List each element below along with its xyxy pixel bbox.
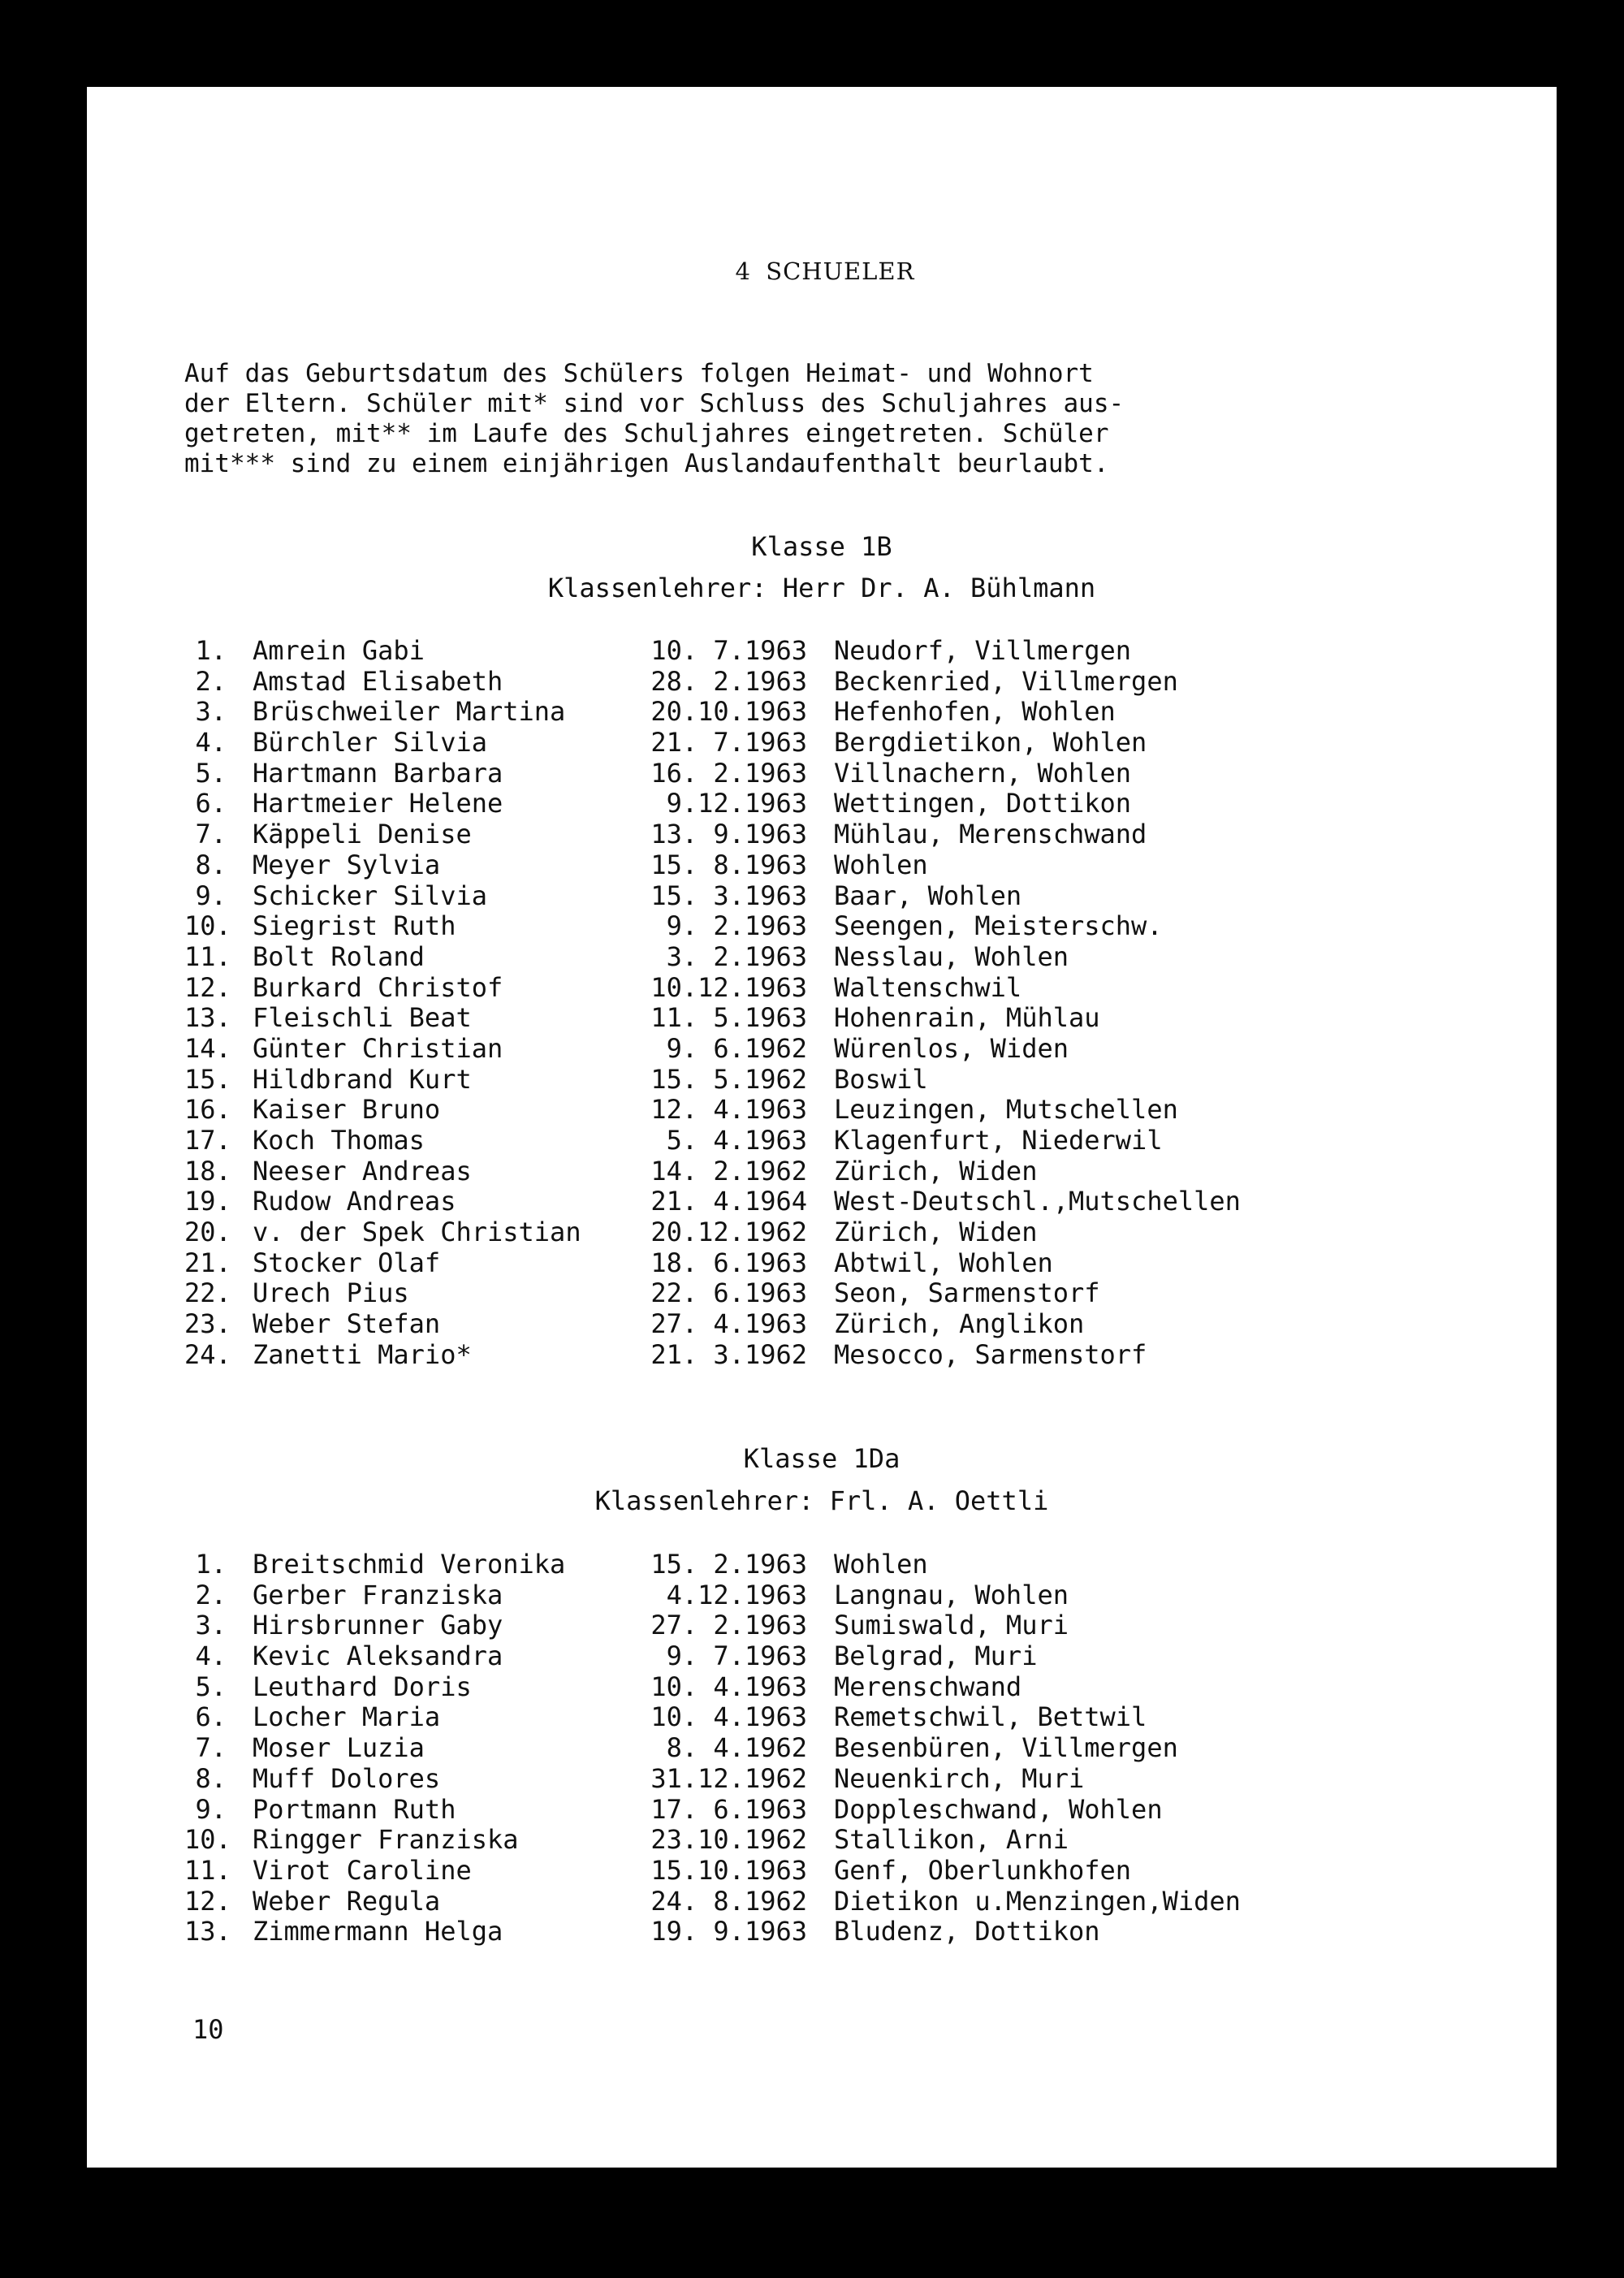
student-number: 2. [195, 665, 227, 697]
student-name: Brüschweiler Martina [253, 696, 566, 728]
student-origin-residence: Mesocco, Sarmenstorf [834, 1338, 1147, 1370]
student-number: 2. [195, 1579, 227, 1610]
student-number: 16. [184, 1094, 231, 1126]
student-birthdate: 12. 4.1963 [650, 1094, 807, 1126]
student-row [184, 1886, 1484, 1917]
student-number: 7. [195, 1732, 227, 1764]
student-origin-residence: Zürich, Anglikon [834, 1308, 1085, 1340]
class-teacher-1da: Klassenlehrer: Frl. A. Oettli [594, 1485, 1049, 1516]
student-row [184, 972, 1484, 1003]
student-birthdate: 21. 3.1962 [650, 1338, 807, 1370]
student-name: Neeser Andreas [253, 1155, 472, 1187]
student-origin-residence: Würenlos, Widen [834, 1032, 1069, 1064]
student-origin-residence: Beckenried, Villmergen [834, 665, 1178, 697]
student-number: 4. [195, 727, 227, 759]
student-row [184, 635, 1484, 666]
student-birthdate: 9. 6.1962 [666, 1032, 807, 1064]
student-number: 3. [195, 696, 227, 728]
student-birthdate: 9. 2.1963 [666, 910, 807, 942]
student-origin-residence: Dietikon u.Menzingen,Widen [834, 1885, 1241, 1917]
student-number: 13. [184, 1916, 231, 1947]
student-row [184, 1824, 1484, 1855]
student-row [184, 727, 1484, 758]
student-origin-residence: Neuenkirch, Muri [834, 1762, 1085, 1794]
student-origin-residence: Stallikon, Arni [834, 1824, 1069, 1856]
student-birthdate: 15. 3.1963 [650, 880, 807, 911]
student-row [184, 1156, 1484, 1187]
student-row [184, 1125, 1484, 1156]
student-number: 12. [184, 971, 231, 1003]
student-origin-residence: West-Deutschl.,Mutschellen [834, 1186, 1241, 1217]
student-number: 9. [195, 880, 227, 911]
student-origin-residence: Bergdietikon, Wohlen [834, 727, 1147, 759]
student-origin-residence: Belgrad, Muri [834, 1640, 1038, 1672]
student-birthdate: 21. 7.1963 [650, 727, 807, 759]
student-number: 20. [184, 1217, 231, 1248]
student-birthdate: 27. 4.1963 [650, 1308, 807, 1340]
student-birthdate: 16. 2.1963 [650, 757, 807, 789]
student-number: 6. [195, 788, 227, 819]
student-row [184, 1640, 1484, 1671]
student-number: 8. [195, 849, 227, 880]
student-birthdate: 5. 4.1963 [666, 1125, 807, 1156]
student-name: Zimmermann Helga [253, 1916, 503, 1947]
student-name: Meyer Sylvia [253, 849, 441, 880]
student-birthdate: 22. 6.1963 [650, 1277, 807, 1309]
student-birthdate: 18. 6.1963 [650, 1247, 807, 1278]
student-row [184, 1732, 1484, 1763]
student-origin-residence: Besenbüren, Villmergen [834, 1732, 1178, 1764]
student-birthdate: 8. 4.1962 [666, 1732, 807, 1764]
student-origin-residence: Leuzingen, Mutschellen [834, 1094, 1178, 1126]
student-origin-residence: Wohlen [834, 849, 928, 880]
student-birthdate: 31.12.1962 [650, 1762, 807, 1794]
student-origin-residence: Seengen, Meisterschw. [834, 910, 1163, 942]
student-name: Weber Stefan [253, 1308, 441, 1340]
student-row [184, 1580, 1484, 1610]
student-row [184, 1549, 1484, 1580]
student-birthdate: 9.12.1963 [666, 788, 807, 819]
student-origin-residence: Genf, Oberlunkhofen [834, 1854, 1132, 1886]
student-birthdate: 11. 5.1963 [650, 1002, 807, 1034]
student-origin-residence: Wohlen [834, 1549, 928, 1580]
student-row [184, 1186, 1484, 1217]
student-number: 18. [184, 1155, 231, 1187]
student-number: 19. [184, 1186, 231, 1217]
student-name: Koch Thomas [253, 1125, 425, 1156]
student-row [184, 758, 1484, 789]
student-number: 11. [184, 1854, 231, 1886]
student-name: Stocker Olaf [253, 1247, 441, 1278]
student-birthdate: 10.12.1963 [650, 971, 807, 1003]
student-name: Hartmeier Helene [253, 788, 503, 819]
student-name: Amrein Gabi [253, 635, 425, 666]
student-origin-residence: Langnau, Wohlen [834, 1579, 1069, 1610]
student-name: Breitschmid Veronika [253, 1549, 566, 1580]
student-name: Rudow Andreas [253, 1186, 456, 1217]
student-number: 14. [184, 1032, 231, 1064]
student-row [184, 1277, 1484, 1308]
student-row [184, 849, 1484, 880]
student-number: 6. [195, 1701, 227, 1733]
student-name: Ringger Franziska [253, 1824, 519, 1856]
page-number: 10 [192, 2014, 224, 2045]
student-birthdate: 13. 9.1963 [650, 819, 807, 850]
student-row [184, 696, 1484, 727]
student-origin-residence: Merenschwand [834, 1671, 1022, 1702]
student-number: 1. [195, 635, 227, 666]
intro-line: der Eltern. Schüler mit* sind vor Schluss des Schuljahres aus- [184, 389, 1125, 418]
student-origin-residence: Neudorf, Villmergen [834, 635, 1132, 666]
student-name: Urech Pius [253, 1277, 409, 1309]
student-row [184, 910, 1484, 941]
student-birthdate: 28. 2.1963 [650, 665, 807, 697]
student-name: Portmann Ruth [253, 1793, 456, 1825]
student-number: 12. [184, 1885, 231, 1917]
student-number: 15. [184, 1063, 231, 1095]
student-origin-residence: Baar, Wohlen [834, 880, 1022, 911]
student-origin-residence: Wettingen, Dottikon [834, 788, 1132, 819]
student-name: Schicker Silvia [253, 880, 487, 911]
student-origin-residence: Zürich, Widen [834, 1217, 1038, 1248]
document-page [87, 87, 1557, 2168]
student-birthdate: 10. 4.1963 [650, 1701, 807, 1733]
student-origin-residence: Mühlau, Merenschwand [834, 819, 1147, 850]
intro-paragraph [184, 359, 1402, 479]
student-birthdate: 19. 9.1963 [650, 1916, 807, 1947]
student-number: 10. [184, 910, 231, 942]
student-name: Locher Maria [253, 1701, 441, 1733]
intro-line: getreten, mit** im Laufe des Schuljahres eingetreten. Schüler [184, 419, 1109, 448]
student-origin-residence: Hefenhofen, Wohlen [834, 696, 1116, 728]
student-origin-residence: Villnachern, Wohlen [834, 757, 1132, 789]
student-name: Gerber Franziska [253, 1579, 503, 1610]
student-number: 8. [195, 1762, 227, 1794]
student-number: 5. [195, 757, 227, 789]
student-number: 21. [184, 1247, 231, 1278]
student-birthdate: 20.12.1962 [650, 1217, 807, 1248]
student-name: Moser Luzia [253, 1732, 425, 1764]
student-row [184, 819, 1484, 849]
student-row [184, 1339, 1484, 1370]
student-name: Hildbrand Kurt [253, 1063, 472, 1095]
student-row [184, 1794, 1484, 1825]
student-row [184, 1247, 1484, 1278]
student-number: 17. [184, 1125, 231, 1156]
student-origin-residence: Zürich, Widen [834, 1155, 1038, 1187]
section-title [87, 257, 1557, 285]
student-birthdate: 21. 4.1964 [650, 1186, 807, 1217]
student-list-1b [184, 635, 1484, 1370]
student-birthdate: 27. 2.1963 [650, 1610, 807, 1641]
student-name: Hartmann Barbara [253, 757, 503, 789]
student-row [184, 1002, 1484, 1033]
student-name: Bolt Roland [253, 940, 425, 972]
student-birthdate: 4.12.1963 [666, 1579, 807, 1610]
student-birthdate: 10. 7.1963 [650, 635, 807, 666]
student-number: 22. [184, 1277, 231, 1309]
student-row [184, 1033, 1484, 1064]
class-heading-1da: Klasse 1Da [743, 1443, 901, 1474]
student-row [184, 1855, 1484, 1886]
student-row [184, 880, 1484, 911]
student-name: Leuthard Doris [253, 1671, 472, 1702]
student-origin-residence: Boswil [834, 1063, 928, 1095]
student-row [184, 788, 1484, 819]
student-row [184, 1610, 1484, 1640]
student-row [184, 1308, 1484, 1339]
student-birthdate: 20.10.1963 [650, 696, 807, 728]
student-row [184, 1916, 1484, 1947]
student-name: Käppeli Denise [253, 819, 472, 850]
student-birthdate: 3. 2.1963 [666, 940, 807, 972]
student-row [184, 666, 1484, 697]
class-teacher-1b: Klassenlehrer: Herr Dr. A. Bühlmann [547, 573, 1096, 603]
student-name: Bürchler Silvia [253, 727, 487, 759]
student-number: 1. [195, 1549, 227, 1580]
student-origin-residence: Klagenfurt, Niederwil [834, 1125, 1163, 1156]
student-row [184, 1064, 1484, 1095]
student-name: Weber Regula [253, 1885, 441, 1917]
student-row [184, 1217, 1484, 1247]
student-row [184, 941, 1484, 972]
student-origin-residence: Sumiswald, Muri [834, 1610, 1069, 1641]
section-number: 4 [735, 257, 751, 285]
student-origin-residence: Seon, Sarmenstorf [834, 1277, 1100, 1309]
student-birthdate: 24. 8.1962 [650, 1885, 807, 1917]
student-birthdate: 9. 7.1963 [666, 1640, 807, 1672]
student-birthdate: 17. 6.1963 [650, 1793, 807, 1825]
student-row [184, 1094, 1484, 1125]
student-row [184, 1763, 1484, 1794]
student-row [184, 1671, 1484, 1702]
student-origin-residence: Bludenz, Dottikon [834, 1916, 1100, 1947]
student-name: Amstad Elisabeth [253, 665, 503, 697]
student-name: Burkard Christof [253, 971, 503, 1003]
student-number: 7. [195, 819, 227, 850]
student-name: Hirsbrunner Gaby [253, 1610, 503, 1641]
student-name: Zanetti Mario* [253, 1338, 472, 1370]
student-name: v. der Spek Christian [253, 1217, 581, 1248]
student-number: 4. [195, 1640, 227, 1672]
student-origin-residence: Hohenrain, Mühlau [834, 1002, 1100, 1034]
student-name: Siegrist Ruth [253, 910, 456, 942]
student-number: 23. [184, 1308, 231, 1340]
student-number: 9. [195, 1793, 227, 1825]
student-number: 3. [195, 1610, 227, 1641]
student-origin-residence: Abtwil, Wohlen [834, 1247, 1053, 1278]
student-birthdate: 15.10.1963 [650, 1854, 807, 1886]
student-origin-residence: Remetschwil, Bettwil [834, 1701, 1147, 1733]
student-name: Kaiser Bruno [253, 1094, 441, 1126]
student-birthdate: 15. 5.1962 [650, 1063, 807, 1095]
student-number: 13. [184, 1002, 231, 1034]
student-number: 10. [184, 1824, 231, 1856]
student-origin-residence: Nesslau, Wohlen [834, 940, 1069, 972]
student-birthdate: 15. 2.1963 [650, 1549, 807, 1580]
student-birthdate: 15. 8.1963 [650, 849, 807, 880]
student-name: Fleischli Beat [253, 1002, 472, 1034]
class-heading-1b: Klasse 1B [751, 531, 892, 562]
student-name: Kevic Aleksandra [253, 1640, 503, 1672]
student-list-1da [184, 1549, 1484, 1947]
student-number: 11. [184, 940, 231, 972]
intro-line: Auf das Geburtsdatum des Schülers folgen Heimat- und Wohnort [184, 359, 1094, 388]
student-birthdate: 23.10.1962 [650, 1824, 807, 1856]
student-birthdate: 14. 2.1962 [650, 1155, 807, 1187]
student-number: 5. [195, 1671, 227, 1702]
student-number: 24. [184, 1338, 231, 1370]
student-origin-residence: Doppleschwand, Wohlen [834, 1793, 1163, 1825]
student-name: Muff Dolores [253, 1762, 441, 1794]
student-name: Virot Caroline [253, 1854, 472, 1886]
section-heading: SCHUELER [766, 257, 915, 285]
student-name: Günter Christian [253, 1032, 503, 1064]
student-birthdate: 10. 4.1963 [650, 1671, 807, 1702]
student-row [184, 1701, 1484, 1732]
intro-line: mit*** sind zu einem einjährigen Auslandaufenthalt beurlaubt. [184, 449, 1109, 478]
student-origin-residence: Waltenschwil [834, 971, 1022, 1003]
